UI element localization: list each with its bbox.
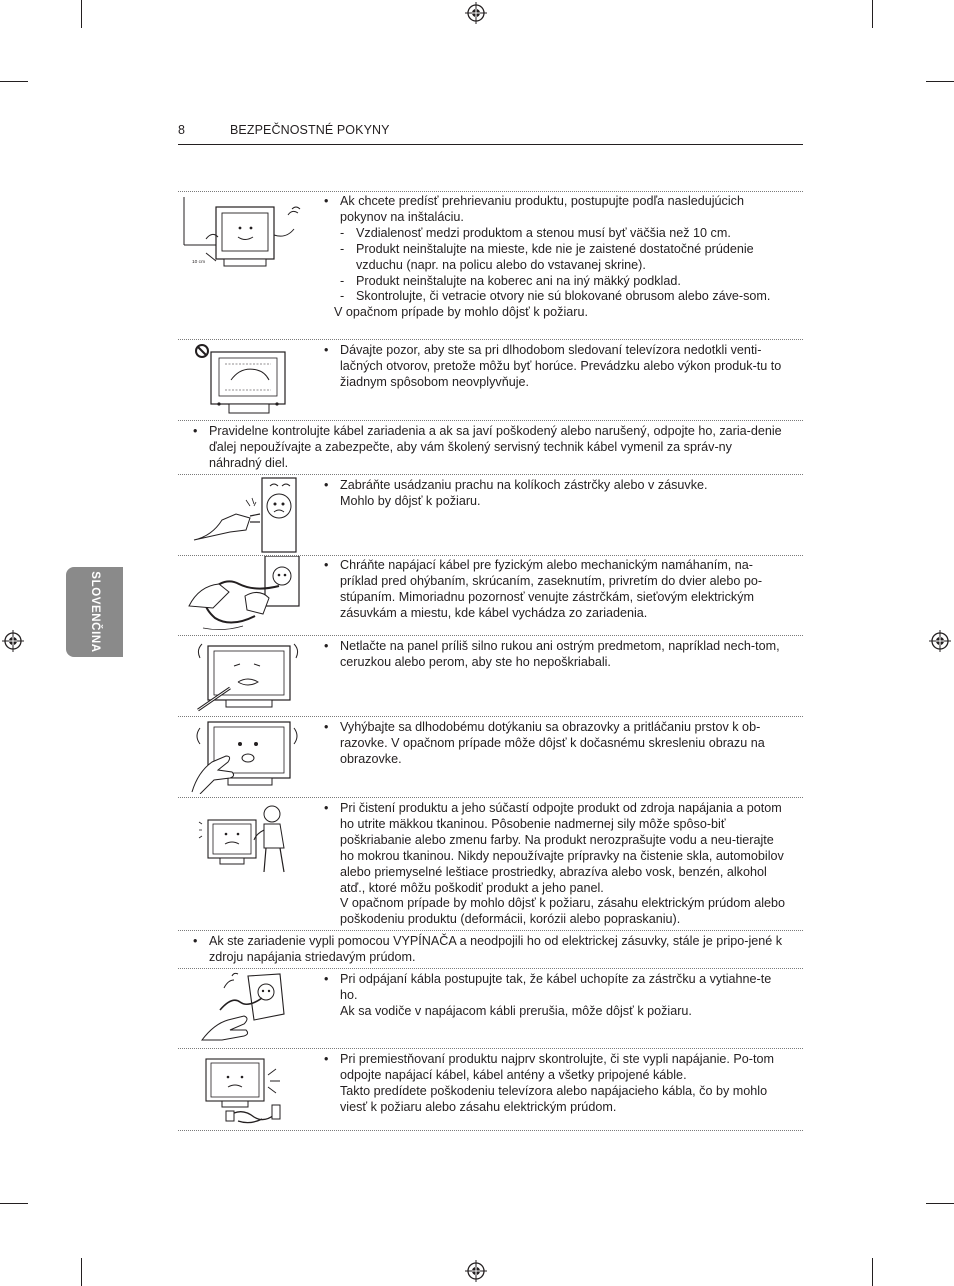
dash-item: - Vzdialenosť medzi produktom a stenou musí byť väčšia než 10 cm.: [340, 226, 789, 242]
unplug-illustration: [198, 970, 298, 1046]
moving-text: Pri premiestňovaní produktu najprv skontrolujte, či ste vypli napájanie. Po-tom odpojte napájací kábel, kábel antény a všetky pripojené káble.: [340, 1052, 774, 1082]
crop-mark: [81, 0, 82, 28]
dash-item: - Produkt neinštalujte na koberec ani na iný mäkký podklad.: [340, 274, 789, 290]
bullet: •: [193, 424, 198, 438]
cleaning-text: Pri čistení produktu a jeho súčastí odpojte produkt od zdroja napájania a potom ho utrite mäkkou tkaninou. Pôsobenie nadmernej sily môže spôso-biť poškriabanie alebo zmenu farby. Na produkt nerozprašujte vodu a neu-tierajte ho mokrou tkaninou. Nikdy nepoužívajte prípravky na čistenie skla, automobilov alebo priemyselné leštiace prostriedky, abrazíva alebo vosk, benzén, alkohol atď., ktoré môžu poškodiť produkt a jeho panel.: [340, 801, 784, 895]
cleaning-footer: V opačnom prípade by mohlo dôjsť k požiaru, zásahu elektrickým prúdom alebo poškodeniu produktu (deformácii, korózii alebo popraskaniu).: [340, 896, 786, 927]
crop-mark: [926, 81, 954, 82]
crop-mark: [926, 1203, 954, 1204]
row-divider: [178, 635, 803, 636]
power-switch-block: [193, 934, 786, 966]
tv-wall-distance-illustration: [180, 195, 308, 273]
ventilation-bullet: Ak chcete predísť prehrievaniu produktu, postupujte podľa nasledujúcich pokynov na inštaláciu.: [340, 194, 744, 224]
ventilation-block: [324, 194, 789, 321]
row-divider: [178, 797, 803, 798]
cable-check-block: [193, 424, 786, 472]
screen-touch-illustration: [190, 718, 300, 794]
bullet: •: [324, 343, 329, 357]
section-title: BEZPEČNOSTNÉ POKYNY: [230, 123, 390, 137]
row-divider: [178, 1130, 803, 1131]
row-divider: [178, 1048, 803, 1049]
row-divider: [178, 930, 803, 931]
dust-warning: Mohlo by dôjsť k požiaru.: [340, 493, 481, 508]
distance-label: 10 cm: [192, 260, 206, 265]
row-divider: [178, 191, 803, 192]
crop-mark: [81, 1258, 82, 1286]
panel-press-text: Netlačte na panel príliš silno rukou ani ostrým predmetom, napríklad nech-tom, ceruzkou alebo perom, aby ste ho nepoškriabali.: [340, 639, 780, 669]
bullet: •: [193, 934, 198, 948]
hot-vents-block: [324, 343, 786, 391]
cable-stress-illustration: [183, 556, 303, 634]
dust-text: Zabráňte usádzaniu prachu na kolíkoch zástrčky alebo v zásuvke.: [340, 478, 708, 492]
screen-touch-text: Vyhýbajte sa dlhodobému dotýkaniu sa obrazovky a pritláčaniu prstov k ob-razovke. V opačnom prípade môže dôjsť k dočasnému skresleniu obrazu na obrazovke.: [340, 720, 765, 766]
dash-item: - Skontrolujte, či vetracie otvory nie sú blokované obrusom alebo záve-som.: [340, 289, 789, 305]
bullet: •: [324, 1052, 329, 1066]
registration-mark-icon: [465, 1260, 487, 1282]
moving-warning: Takto predídete poškodeniu televízora alebo napájacieho kábla, čo by mohlo viesť k požiaru alebo zásahu elektrickým prúdom.: [340, 1083, 768, 1114]
header-rule: [178, 144, 803, 145]
unplug-text: Pri odpájaní kábla postupujte tak, že kábel uchopíte za zástrčku a vytiahne-te ho.: [340, 972, 772, 1002]
bullet: •: [324, 639, 329, 653]
registration-mark-icon: [929, 630, 951, 652]
bullet: •: [324, 801, 329, 815]
dash-item: - Produkt neinštalujte na mieste, kde nie je zaistené dostatočné prúdenie vzduchu (napr. na policu alebo do vstavanej skrine).: [340, 242, 789, 274]
row-divider: [178, 716, 803, 717]
row-divider: [178, 339, 803, 340]
cleaning-illustration: [198, 800, 298, 876]
cable-protect-block: [324, 558, 786, 622]
crop-mark: [0, 1203, 28, 1204]
crop-mark: [0, 81, 28, 82]
language-tab-label: SLOVENČINA: [88, 571, 101, 653]
power-switch-text: Ak ste zariadenie vypli pomocou VYPÍNAČA a neodpojili ho od elektrickej zásuvky, stále je pripo-jené k zdroju napájania striedavým prúdom.: [209, 934, 783, 964]
row-divider: [178, 420, 803, 421]
dusty-plug-illustration: [190, 476, 300, 554]
bullet: •: [324, 558, 329, 572]
panel-press-block: [324, 639, 786, 671]
ventilation-footer: V opačnom prípade by mohlo dôjsť k požiaru.: [334, 305, 588, 320]
bullet: •: [324, 720, 329, 734]
panel-pressure-illustration: [190, 638, 300, 714]
hot-vents-text: Dávajte pozor, aby ste sa pri dlhodobom sledovaní televízora nedotkli venti-lačných otvorov, pretože môžu byť horúce. Prevádzku alebo výkon produk-tu to žiadnym spôsobom neovplyvňuje.: [340, 343, 782, 389]
hot-vents-illustration: [195, 342, 295, 418]
cable-check-text: Pravidelne kontrolujte kábel zariadenia a ak sa javí poškodený alebo narušený, odpojte ho, zaria-denie ďalej nepoužívajte a zabezpečte, aby vám školený servisný technik kábel vymenil za správ-ny náhradný diel.: [209, 424, 782, 470]
row-divider: [178, 968, 803, 969]
row-divider: [178, 474, 803, 475]
unplug-block: [324, 972, 786, 1020]
bullet: •: [324, 478, 329, 492]
registration-mark-icon: [2, 630, 24, 652]
cleaning-block: [324, 801, 786, 928]
cable-protect-text: Chráňte napájací kábel pre fyzickým alebo mechanickým namáhaním, na-príklad pred ohýbaním, skrúcaním, zaseknutím, privretím do dvier alebo po-stúpaním. Mimoriadnu pozornosť venujte zástrčkám, sieťovým elektrickým zásuvkám a miestu, kde kábel vychádza zo zariadenia.: [340, 558, 763, 620]
page-number: 8: [178, 123, 185, 137]
moving-tv-illustration: [198, 1051, 298, 1127]
dust-block: [324, 478, 786, 510]
moving-block: [324, 1052, 786, 1116]
crop-mark: [872, 1258, 873, 1286]
language-tab: [66, 567, 123, 657]
screen-touch-block: [324, 720, 786, 768]
unplug-warning: Ak sa vodiče v napájacom kábli prerušia, môže dôjsť k požiaru.: [340, 1003, 692, 1018]
bullet: •: [324, 972, 329, 986]
crop-mark: [872, 0, 873, 28]
bullet: •: [324, 194, 329, 208]
registration-mark-icon: [465, 2, 487, 24]
